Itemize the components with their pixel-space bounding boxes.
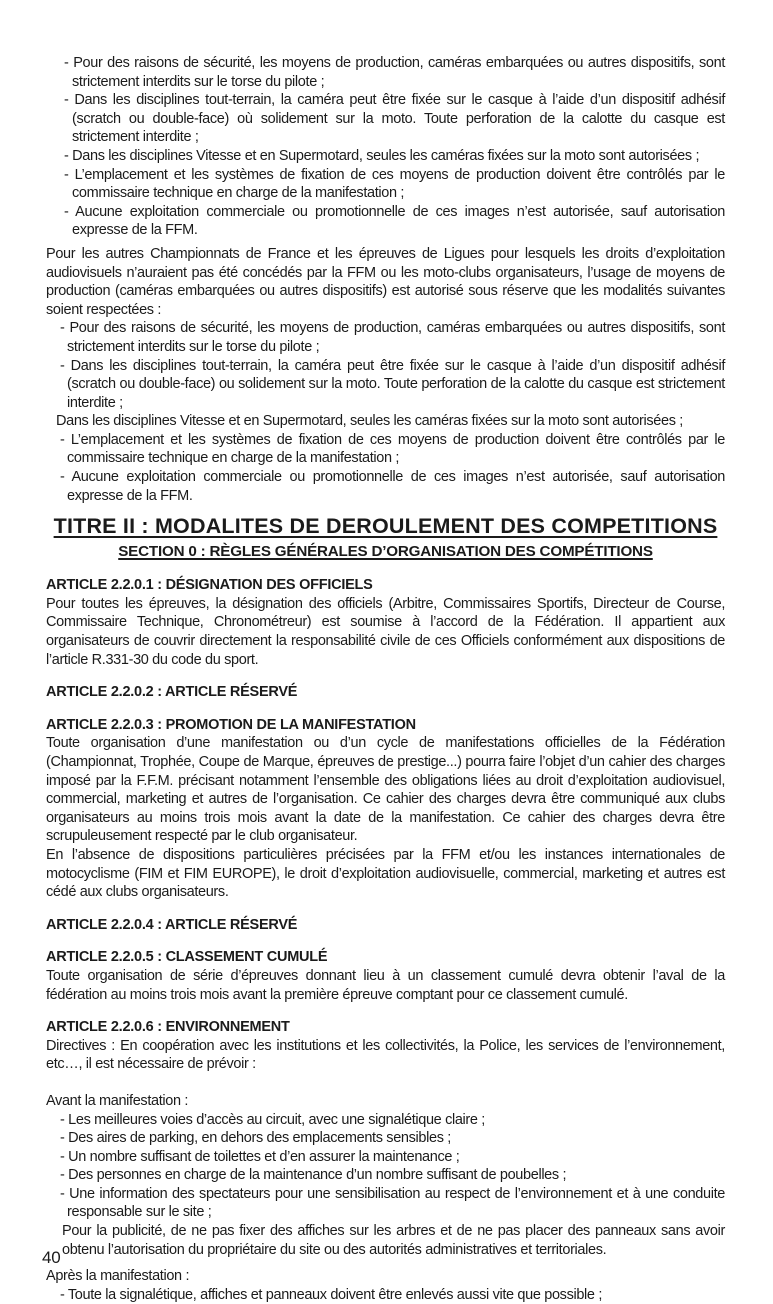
- list-item: - L’emplacement et les systèmes de fixation de ces moyens de production doivent être contrôlés par le commissaire technique en charge de la manifestation ;: [64, 166, 725, 202]
- article-paragraph: Toute organisation de série d’épreuves donnant lieu à un classement cumulé devra obtenir l’aval de la fédération au moins trois mois avant la première épreuve comptant pour ce classement cumulé.: [46, 967, 725, 1003]
- list-item: - Pour des raisons de sécurité, les moyens de production, caméras embarquées ou autres dispositifs, sont strictement interdits sur le torse du pilote ;: [60, 320, 725, 355]
- list-item: - Une information des spectateurs pour une sensibilisation au respect de l’environnement et à une conduite responsable sur le site ;: [60, 1185, 725, 1221]
- article-paragraph: Toute organisation d’une manifestation ou d’un cycle de manifestations officielles de la Fédération (Championnat, Trophée, Coupe de Marque, épreuves de prestige...) pourra faire l’objet d’un cahier des charges imposé par la F.F.M. précisant notamment l’ensemble des obligations liées au droit d’exploitation audiovisuel, commercial, marketing et autres de l’organisation. Ce cahier des charges devra être communiqué aux clubs organisateurs au moins trois mois avant la date de la manifestation. Ce cahier des charges devra être scrupuleusement respecté par le club organisateur.: [46, 735, 725, 845]
- article-2-2-0-1: [46, 576, 725, 669]
- article-2-2-0-6: [46, 1018, 725, 1304]
- avant-manifestation-label: Avant la manifestation :: [46, 1092, 189, 1109]
- article-heading: ARTICLE 2.2.0.3 : PROMOTION DE LA MANIFESTATION: [46, 716, 416, 733]
- list-item: - Dans les disciplines tout-terrain, la caméra peut être fixée sur le casque à l’aide d’un dispositif adhésif (scratch ou double-face) où solidement sur la moto. Toute perforation de la calotte du casque est strictement interdite ;: [64, 92, 725, 146]
- camera-rules-list-1: [46, 54, 725, 240]
- list-item: - Aucune exploitation commerciale ou promotionnelle de ces images n’est autorisée, sauf autorisation expresse de la FFM.: [60, 469, 725, 504]
- article-heading: ARTICLE 2.2.0.2 : ARTICLE RÉSERVÉ: [46, 684, 298, 701]
- article-paragraph: En l’absence de dispositions particulières précisées par la FFM et/ou les instances internationales de motocyclisme (FIM et FIM EUROPE), le droit d’exploitation audiovisuelle, commercial, marketing et autres est cédé aux clubs organisateurs.: [46, 846, 725, 901]
- title-titre-ii: TITRE II : MODALITES DE DEROULEMENT DES COMPETITIONS: [53, 514, 718, 539]
- list-item: - Des aires de parking, en dehors des emplacements sensibles ;: [60, 1130, 451, 1147]
- list-item: - Les meilleures voies d’accès au circuit, avec une signalétique claire ;: [60, 1111, 485, 1128]
- list-item: - Pour des raisons de sécurité, les moyens de production, caméras embarquées ou autres dispositifs, sont strictement interdits sur le torse du pilote ;: [64, 55, 725, 90]
- article-2-2-0-2: [46, 683, 725, 702]
- apres-manifestation-list: [46, 1286, 725, 1304]
- article-2-2-0-4: [46, 916, 725, 935]
- article-heading: ARTICLE 2.2.0.1 : DÉSIGNATION DES OFFICIELS: [46, 577, 373, 594]
- paragraph-championnats: Pour les autres Championnats de France et les épreuves de Ligues pour lesquels les droits d’exploitation audiovisuels n’auraient pas été concédés par la FFM ou les moto-clubs organisateurs, l’usage de moyens de production (caméras embarquées ou autres dispositifs) est autorisé sous réserve que les modalités suivantes soient respectées :: [46, 245, 725, 318]
- article-heading: ARTICLE 2.2.0.5 : CLASSEMENT CUMULÉ: [46, 949, 328, 966]
- list-item: - L’emplacement et les systèmes de fixation de ces moyens de production doivent être contrôlés par le commissaire technique en charge de la manifestation ;: [60, 431, 725, 467]
- article-paragraph: Directives : En coopération avec les institutions et les collectivités, la Police, les services de l’environnement, etc…, il est nécessaire de prévoir :: [46, 1037, 725, 1073]
- subtitle-section-0: SECTION 0 : RÈGLES GÉNÉRALES D’ORGANISATION DES COMPÉTITIONS: [118, 543, 653, 561]
- list-item: - Aucune exploitation commerciale ou promotionnelle de ces images n’est autorisée, sauf autorisation expresse de la FFM.: [64, 203, 725, 239]
- apres-manifestation-label: Après la manifestation :: [46, 1268, 190, 1285]
- list-item: - Dans les disciplines Vitesse et en Supermotard, seules les caméras fixées sur la moto sont autorisées ;: [64, 147, 700, 164]
- list-item: - Des personnes en charge de la maintenance d’un nombre suffisant de poubelles ;: [60, 1167, 567, 1184]
- list-item: - Un nombre suffisant de toilettes et d’en assurer la maintenance ;: [60, 1148, 460, 1165]
- article-paragraph: Pour toutes les épreuves, la désignation des officiels (Arbitre, Commissaires Sportifs, Directeur de Course, Commissaire Technique, Chronométreur) est soumise à l’accord de la Fédération. Il appartient aux organisateurs de couvrir directement la responsabilité civile de ces Officiels conformément aux dispositions de l’article R.331-30 du code du sport.: [46, 595, 725, 668]
- article-heading: ARTICLE 2.2.0.4 : ARTICLE RÉSERVÉ: [46, 916, 298, 933]
- camera-rules-list-2: [46, 319, 725, 505]
- list-item: - Dans les disciplines tout-terrain, la caméra peut être fixée sur le casque à l’aide d’un dispositif adhésif (scratch ou double-face) ou solidement sur la moto. Toute perforation de la calotte du casque est strictement interdite ;: [60, 357, 725, 411]
- list-item: Dans les disciplines Vitesse et en Supermotard, seules les caméras fixées sur la moto sont autorisées ;: [56, 413, 683, 430]
- page-number: 40: [42, 1248, 61, 1267]
- list-item: - Toute la signalétique, affiches et panneaux doivent être enlevés aussi vite que possible ;: [60, 1286, 603, 1303]
- avant-manifestation-list: [46, 1111, 725, 1260]
- article-heading: ARTICLE 2.2.0.6 : ENVIRONNEMENT: [46, 1019, 290, 1036]
- publicity-note: Pour la publicité, de ne pas fixer des affiches sur les arbres et de ne pas placer des panneaux sans avoir obtenu l’autorisation du propriétaire du site ou des autorités administratives et territoriales.: [62, 1223, 725, 1258]
- article-2-2-0-3: [46, 716, 725, 902]
- article-2-2-0-5: [46, 948, 725, 1004]
